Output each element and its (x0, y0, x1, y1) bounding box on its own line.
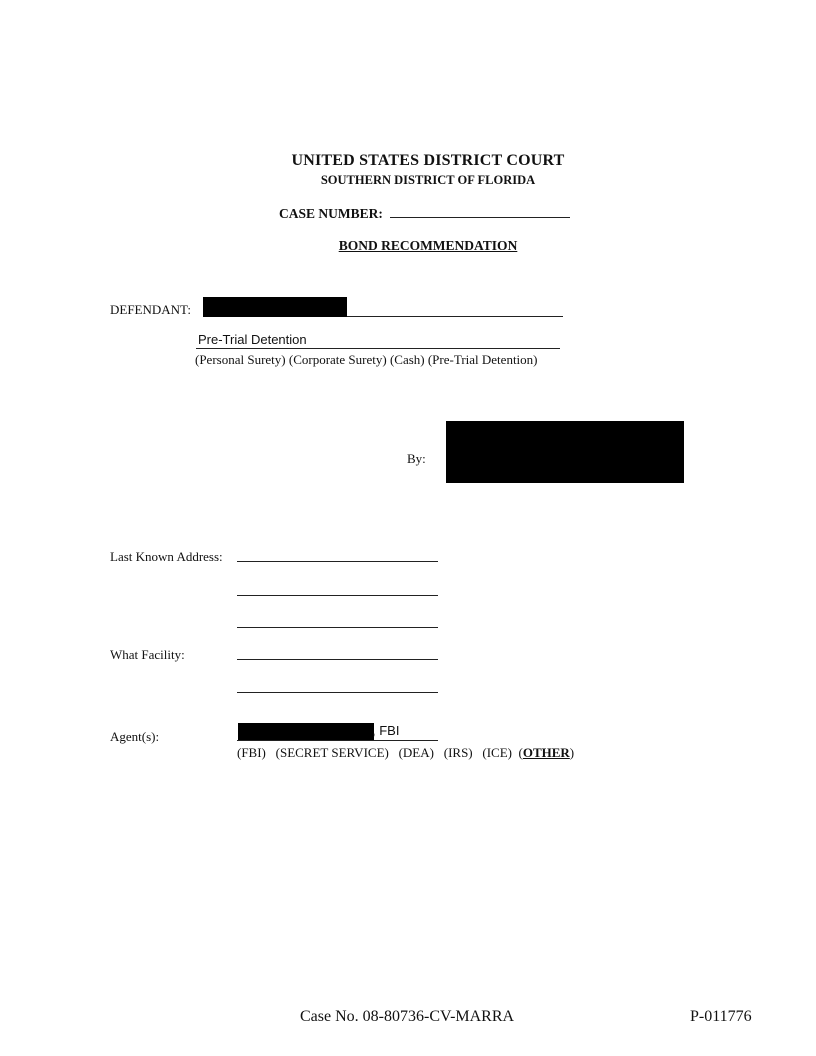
bond-type-options: (Personal Surety) (Corporate Surety) (Cash) (Pre-Trial Detention) (195, 352, 538, 367)
agency-option-fbi: (FBI) (237, 745, 266, 760)
bond-type-value: Pre-Trial Detention (198, 332, 307, 347)
facility-line-1[interactable] (237, 659, 438, 660)
address-line-2[interactable] (237, 595, 438, 596)
court-name: UNITED STATES DISTRICT COURT (291, 152, 565, 169)
address-line-3[interactable] (237, 627, 438, 628)
agency-option-ice: (ICE) (482, 745, 512, 760)
facility-label: What Facility: (110, 647, 185, 662)
case-number-label: CASE NUMBER: (279, 206, 383, 221)
defendant-name-line[interactable] (347, 316, 563, 317)
case-number-field[interactable] (390, 205, 570, 218)
case-number-row (279, 205, 570, 222)
bond-type-line[interactable] (196, 348, 560, 349)
signature-redaction (446, 421, 684, 483)
footer-case-number: Case No. 08-80736-CV-MARRA (300, 1008, 515, 1025)
defendant-name-redaction (203, 297, 347, 317)
agency-option-secret-service: (SECRET SERVICE) (275, 745, 389, 760)
facility-line-2[interactable] (237, 692, 438, 693)
by-label: By: (407, 451, 426, 466)
agent-name-redaction (238, 723, 374, 740)
agents-label: Agent(s): (110, 729, 160, 744)
agency-options: (FBI) (SECRET SERVICE) (DEA) (IRS) (ICE) (OTHER) (237, 745, 575, 760)
defendant-label: DEFENDANT: (110, 302, 191, 317)
address-label: Last Known Address: (110, 549, 223, 564)
agency-option-other: OTHER (522, 745, 570, 760)
agency-option-dea: (DEA) (398, 745, 434, 760)
form-title: BOND RECOMMENDATION (338, 238, 518, 253)
agency-option-irs: (IRS) (443, 745, 473, 760)
address-line-1[interactable] (237, 561, 438, 562)
footer-page-id: P-011776 (690, 1008, 752, 1025)
agent-value-suffix: , FBI (372, 723, 400, 738)
agent-line[interactable] (237, 740, 438, 741)
district-name: SOUTHERN DISTRICT OF FLORIDA (320, 173, 536, 187)
